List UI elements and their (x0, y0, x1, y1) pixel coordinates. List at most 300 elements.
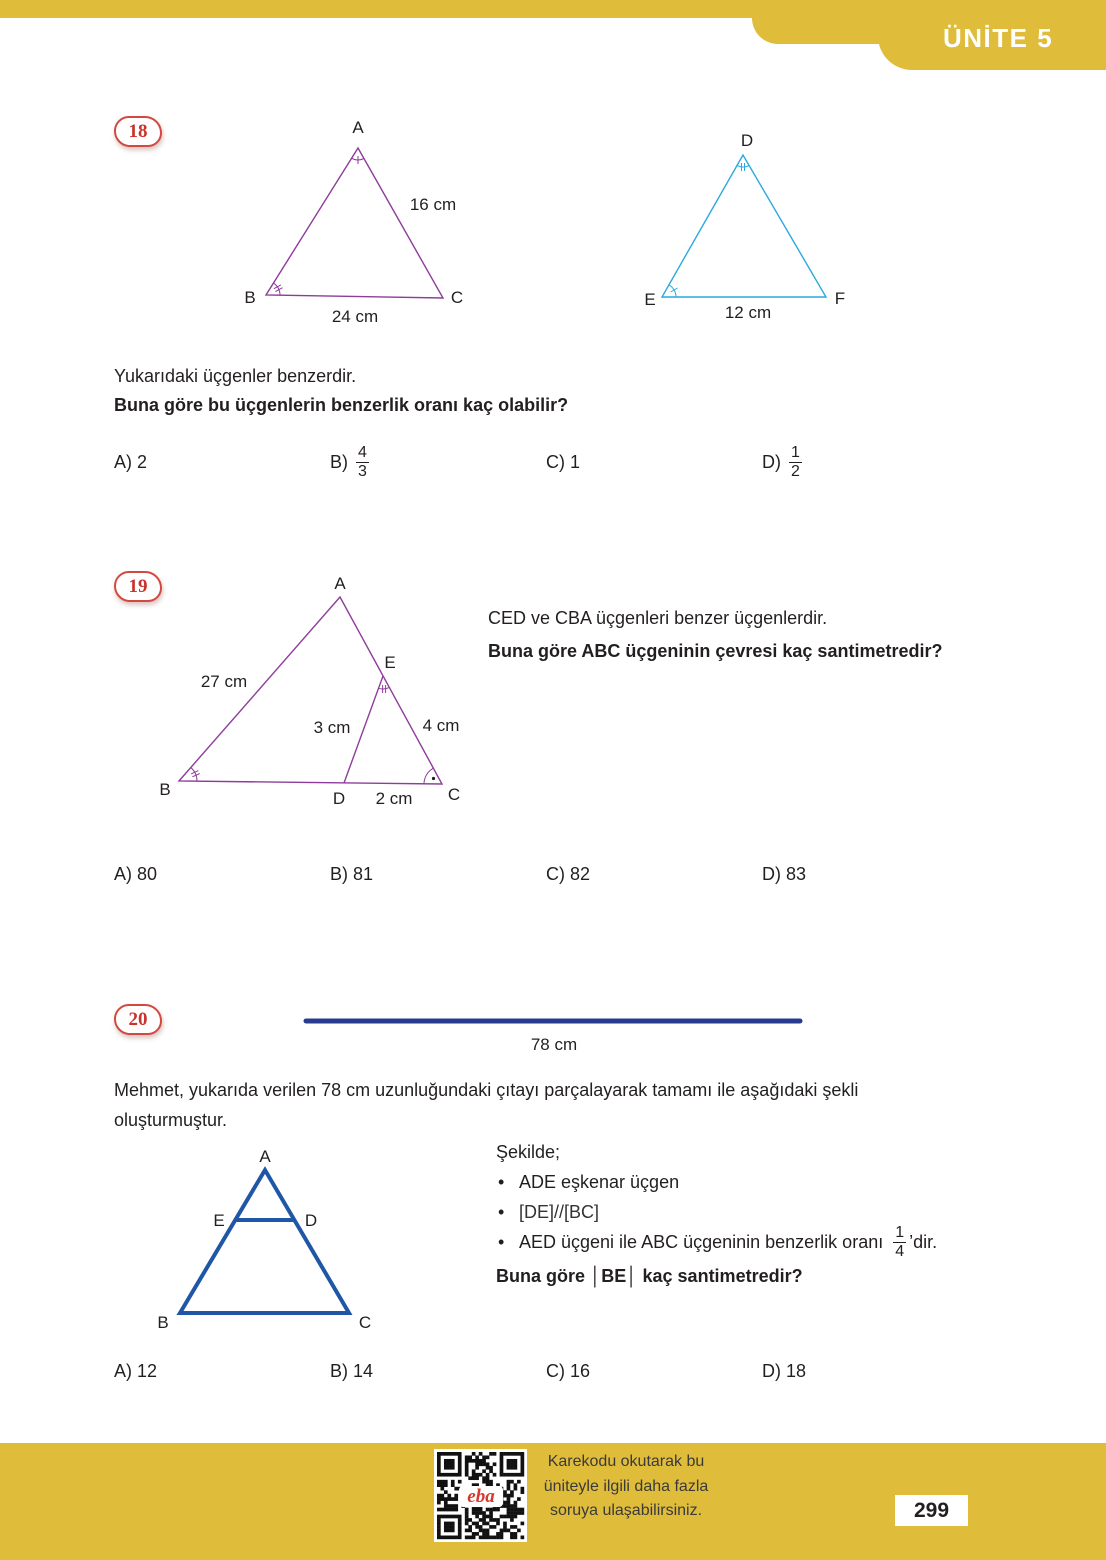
qr-module (507, 1452, 511, 1456)
option-text: A) 12 (114, 1360, 158, 1381)
qr-module (444, 1452, 448, 1456)
qr-module (486, 1466, 490, 1470)
bullet: • (498, 1201, 505, 1222)
qr-module (521, 1455, 525, 1459)
question-prompt: Buna göre bu üçgenlerin benzerlik oranı kaç olabilir? (114, 395, 569, 415)
qr-module (514, 1466, 518, 1470)
qr-module (475, 1511, 479, 1515)
qr-module (440, 1497, 444, 1501)
qr-module (440, 1473, 444, 1477)
option-letter: D) (762, 451, 781, 472)
qr-module (437, 1469, 441, 1473)
qr-module (482, 1529, 486, 1533)
qr-module (458, 1536, 462, 1540)
qr-module (479, 1529, 483, 1533)
qr-module (479, 1459, 483, 1463)
fraction-numerator: 1 (791, 443, 800, 461)
qr-module (440, 1483, 444, 1487)
qr-module (437, 1525, 441, 1529)
qr-module (444, 1462, 448, 1466)
qr-module (440, 1508, 444, 1512)
qr-module (493, 1518, 497, 1522)
qr-module (451, 1515, 455, 1519)
qr-module (521, 1522, 525, 1526)
qr-module (458, 1522, 462, 1526)
qr-module (454, 1536, 458, 1540)
bullet: • (498, 1231, 505, 1252)
qr-module (479, 1525, 483, 1529)
triangle-abc (180, 1170, 349, 1313)
qr-module (465, 1515, 469, 1519)
qr-module (486, 1532, 490, 1536)
fraction-denominator: 4 (895, 1242, 905, 1260)
qr-module (472, 1473, 476, 1477)
qr-module (482, 1462, 486, 1466)
qr-module (507, 1504, 511, 1508)
qr-module (447, 1459, 451, 1463)
option-letter: B) (330, 451, 348, 472)
qr-module (482, 1455, 486, 1459)
qr-module (472, 1511, 476, 1515)
side-label-ab: 27 cm (200, 672, 248, 691)
triangle-def (662, 155, 826, 297)
qr-module (482, 1518, 486, 1522)
qr-module (507, 1511, 511, 1515)
qr-module (507, 1529, 511, 1533)
vertex-label-a: A (352, 118, 364, 137)
vertex-label-a: A (259, 1147, 271, 1166)
question-number: 19 (128, 576, 148, 597)
qr-caption-line: Karekodu okutarak bu (547, 1453, 705, 1470)
angle-tick-e (671, 288, 678, 292)
intro-line-2: oluşturmuştur. (114, 1110, 228, 1130)
qr-module (437, 1522, 441, 1526)
qr-module (507, 1462, 511, 1466)
qr-module (486, 1515, 490, 1519)
qr-module (521, 1452, 525, 1456)
qr-module (521, 1466, 525, 1470)
qr-module (521, 1511, 525, 1515)
angle-mark-e (379, 687, 390, 689)
vertex-label-d: D (332, 789, 346, 808)
qr-module (447, 1494, 451, 1498)
qr-module (440, 1536, 444, 1540)
qr-module (503, 1504, 507, 1508)
fraction (789, 444, 802, 481)
qr-module (447, 1497, 451, 1501)
option-a (114, 852, 157, 896)
qr-module (503, 1529, 507, 1533)
qr-module (514, 1504, 518, 1508)
qr-module (451, 1483, 455, 1487)
qr-module (489, 1536, 493, 1540)
qr-module (486, 1480, 490, 1484)
qr-module (451, 1480, 455, 1484)
qr-module (521, 1469, 525, 1473)
qr-module (514, 1532, 518, 1536)
qr-module (503, 1490, 507, 1494)
qr-module (510, 1508, 514, 1512)
qr-module (447, 1515, 451, 1519)
fraction (356, 444, 369, 481)
qr-module (465, 1536, 469, 1540)
qr-module (458, 1525, 462, 1529)
qr-module (510, 1494, 514, 1498)
qr-module (465, 1459, 469, 1463)
qr-module (454, 1487, 458, 1491)
qr-module (489, 1525, 493, 1529)
qr-module (475, 1522, 479, 1526)
qr-module (486, 1522, 490, 1526)
qr-module (493, 1525, 497, 1529)
qr-module (437, 1473, 441, 1477)
qr-module (514, 1459, 518, 1463)
q20-figure (150, 1140, 390, 1335)
qr-module (500, 1455, 504, 1459)
option-d (762, 440, 802, 484)
option-c (546, 440, 580, 484)
question-number-badge-18 (114, 116, 162, 147)
qr-module (486, 1529, 490, 1533)
qr-module (440, 1515, 444, 1519)
qr-module (479, 1511, 483, 1515)
qr-module (510, 1490, 514, 1494)
qr-module (454, 1515, 458, 1519)
eba-logo (459, 1486, 503, 1507)
qr-module (496, 1522, 500, 1526)
qr-module (444, 1480, 448, 1484)
qr-module (454, 1473, 458, 1477)
qr-module (451, 1536, 455, 1540)
qr-module (521, 1462, 525, 1466)
qr-module (437, 1529, 441, 1533)
vertex-label-e: E (644, 290, 656, 309)
intro-line-1: Mehmet, yukarıda verilen 78 cm uzunluğundaki çıtayı parçalayarak tamamı ile aşağıdaki şekli (114, 1080, 859, 1100)
question-prompt: Buna göre │BE│ kaç santimetredir? (496, 1266, 803, 1286)
option-b (330, 1349, 373, 1393)
qr-module (510, 1532, 514, 1536)
qr-module (447, 1452, 451, 1456)
qr-module (451, 1473, 455, 1477)
qr-module (514, 1536, 518, 1540)
qr-module (496, 1532, 500, 1536)
qr-module (447, 1462, 451, 1466)
qr-module (482, 1476, 486, 1480)
qr-module (521, 1508, 525, 1512)
qr-module (465, 1473, 469, 1477)
qr-module (493, 1452, 497, 1456)
qr-module (500, 1459, 504, 1463)
qr-module (447, 1466, 451, 1470)
qr-module (500, 1469, 504, 1473)
qr-module (479, 1518, 483, 1522)
qr-module (451, 1452, 455, 1456)
qr-module (482, 1480, 486, 1484)
qr-module (510, 1473, 514, 1477)
question-number: 18 (128, 121, 148, 142)
qr-module (458, 1473, 462, 1477)
qr-module (479, 1462, 483, 1466)
qr-module (510, 1480, 514, 1484)
side-label-ec: 4 cm (422, 716, 460, 735)
qr-module (517, 1480, 521, 1484)
qr-module (437, 1515, 441, 1519)
side-label-bc: 24 cm (331, 307, 379, 326)
qr-module (500, 1529, 504, 1533)
qr-module (454, 1504, 458, 1508)
vertex-label-c: C (447, 785, 461, 804)
qr-module (475, 1525, 479, 1529)
qr-module (514, 1511, 518, 1515)
option-b (330, 852, 373, 896)
qr-module (521, 1490, 525, 1494)
qr-caption-line: üniteyle ilgili daha fazla (543, 1477, 709, 1495)
qr-module (465, 1469, 469, 1473)
given-text: AED üçgeni ile ABC üçgeninin benzerlik oranı (519, 1231, 884, 1252)
question-number: 20 (128, 1009, 148, 1030)
qr-module (514, 1515, 518, 1519)
qr-module (437, 1452, 441, 1456)
option-b (330, 440, 369, 484)
qr-module (510, 1466, 514, 1470)
question-statement: Yukarıdaki üçgenler benzerdir. (114, 366, 357, 386)
qr-module (510, 1462, 514, 1466)
qr-module (437, 1494, 441, 1498)
qr-module (510, 1459, 514, 1463)
side-label-ef: 12 cm (724, 303, 772, 322)
option-text: D) 83 (762, 863, 807, 884)
qr-module (517, 1452, 521, 1456)
rod-figure (300, 1010, 810, 1060)
qr-module (517, 1529, 521, 1533)
qr-module (437, 1462, 441, 1466)
qr-module (496, 1508, 500, 1512)
qr-module (465, 1511, 469, 1515)
q18-figure (200, 110, 880, 330)
qr-module (493, 1473, 497, 1477)
qr-module (468, 1459, 472, 1463)
qr-module (503, 1515, 507, 1519)
option-d (762, 1349, 806, 1393)
qr-module (451, 1522, 455, 1526)
qr-module (489, 1511, 493, 1515)
qr-module (437, 1518, 441, 1522)
qr-module (482, 1459, 486, 1463)
qr-module (458, 1515, 462, 1519)
angle-dot-c (432, 777, 435, 780)
fraction-numerator: 4 (358, 443, 367, 461)
qr-module (507, 1473, 511, 1477)
qr-module (496, 1536, 500, 1540)
qr-module (472, 1459, 476, 1463)
qr-module (486, 1462, 490, 1466)
vertex-label-e: E (213, 1211, 225, 1230)
option-text: A) 2 (114, 451, 148, 472)
qr-module (503, 1473, 507, 1477)
angle-mark-b (191, 768, 197, 782)
option-c (546, 1349, 590, 1393)
qr-module (444, 1497, 448, 1501)
qr-module (503, 1494, 507, 1498)
qr-module (514, 1487, 518, 1491)
qr-module (468, 1536, 472, 1540)
option-text: A) 80 (114, 863, 158, 884)
qr-module (475, 1515, 479, 1519)
qr-module (440, 1487, 444, 1491)
qr-module (437, 1455, 441, 1459)
qr-module (465, 1455, 469, 1459)
qr-code (434, 1449, 527, 1542)
vertex-label-d: D (740, 131, 754, 150)
qr-module (447, 1473, 451, 1477)
qr-module (454, 1508, 458, 1512)
qr-module (458, 1480, 462, 1484)
qr-module (444, 1515, 448, 1519)
qr-module (458, 1532, 462, 1536)
qr-module (437, 1532, 441, 1536)
vertex-label-b: B (159, 780, 171, 799)
qr-module (507, 1459, 511, 1463)
question-prompt: Buna göre ABC üçgeninin çevresi kaç santimetredir? (488, 641, 943, 661)
angle-tick-b (191, 771, 198, 774)
qr-module (454, 1494, 458, 1498)
qr-module (447, 1525, 451, 1529)
qr-module (440, 1480, 444, 1484)
qr-module (489, 1508, 493, 1512)
angle-tick-b (274, 285, 281, 289)
unit-label: ÜNİTE 5 (943, 23, 1054, 53)
qr-module (458, 1452, 462, 1456)
qr-module (475, 1459, 479, 1463)
qr-module (451, 1529, 455, 1533)
qr-module (479, 1452, 483, 1456)
option-d (762, 852, 806, 896)
qr-module (493, 1508, 497, 1512)
fraction (893, 1224, 906, 1261)
qr-module (489, 1469, 493, 1473)
qr-caption-line: soruya ulaşabilirsiniz. (549, 1502, 703, 1519)
qr-module (451, 1504, 455, 1508)
option-c (546, 852, 590, 896)
qr-module (451, 1497, 455, 1501)
vertex-label-e: E (384, 653, 396, 672)
question-statement: CED ve CBA üçgenleri benzer üçgenlerdir. (488, 608, 828, 628)
option-text: D) 18 (762, 1360, 807, 1381)
qr-module (451, 1508, 455, 1512)
qr-module (444, 1504, 448, 1508)
qr-module (500, 1452, 504, 1456)
qr-module (510, 1525, 514, 1529)
qr-module (500, 1532, 504, 1536)
page-number: 299 (895, 1495, 968, 1526)
qr-module (440, 1452, 444, 1456)
fraction-denominator: 2 (791, 462, 800, 480)
qr-module (451, 1466, 455, 1470)
side-label-dc: 2 cm (375, 789, 413, 808)
option-a (114, 440, 147, 484)
qr-caption (528, 1450, 724, 1524)
qr-module (440, 1494, 444, 1498)
qr-module (475, 1508, 479, 1512)
qr-module (521, 1536, 525, 1540)
vertex-label-b: B (244, 288, 256, 307)
qr-module (468, 1455, 472, 1459)
qr-module (489, 1452, 493, 1456)
qr-module (437, 1508, 441, 1512)
qr-module (472, 1522, 476, 1526)
qr-module (482, 1469, 486, 1473)
qr-module (475, 1476, 479, 1480)
rod-length-label: 78 cm (530, 1035, 578, 1054)
qr-module (507, 1497, 511, 1501)
qr-module (437, 1501, 441, 1505)
qr-module (503, 1522, 507, 1526)
qr-module (496, 1518, 500, 1522)
option-text: C) 16 (546, 1360, 591, 1381)
qr-module (447, 1522, 451, 1526)
qr-module (514, 1473, 518, 1477)
qr-module (465, 1522, 469, 1526)
option-a (114, 1349, 157, 1393)
qr-module (437, 1483, 441, 1487)
qr-module (482, 1536, 486, 1540)
side-label-de: 3 cm (313, 718, 351, 737)
qr-module (472, 1452, 476, 1456)
qr-module (447, 1508, 451, 1512)
qr-module (489, 1518, 493, 1522)
qr-module (507, 1494, 511, 1498)
qr-module (482, 1515, 486, 1519)
fraction-denominator: 3 (358, 462, 367, 480)
qr-module (444, 1490, 448, 1494)
vertex-label-a: A (334, 574, 346, 593)
qr-module (451, 1525, 455, 1529)
vertex-label-b: B (157, 1313, 169, 1332)
qr-module (510, 1518, 514, 1522)
qr-module (454, 1452, 458, 1456)
vertex-label-c: C (450, 288, 464, 307)
qr-module (458, 1455, 462, 1459)
qr-module (514, 1508, 518, 1512)
qr-module (444, 1522, 448, 1526)
eba-logo-text: eba (467, 1486, 495, 1507)
givens-title: Şekilde; (496, 1142, 561, 1162)
qr-module (514, 1525, 518, 1529)
qr-module (475, 1466, 479, 1470)
qr-module (514, 1501, 518, 1505)
qr-module (444, 1483, 448, 1487)
qr-module (475, 1455, 479, 1459)
qr-module (479, 1536, 483, 1540)
vertex-label-c: C (358, 1313, 372, 1332)
qr-module (468, 1518, 472, 1522)
qr-module (521, 1459, 525, 1463)
qr-module (493, 1462, 497, 1466)
qr-module (447, 1529, 451, 1533)
given-item (498, 1220, 937, 1264)
qr-module (493, 1536, 497, 1540)
side-label-ac: 16 cm (409, 195, 457, 214)
qr-module (451, 1462, 455, 1466)
given-item (498, 1171, 679, 1193)
qr-module (510, 1515, 514, 1519)
question-number-badge-20 (114, 1004, 162, 1035)
qr-module (458, 1529, 462, 1533)
qr-module (458, 1466, 462, 1470)
qr-module (465, 1508, 469, 1512)
qr-module (486, 1508, 490, 1512)
qr-module (489, 1466, 493, 1470)
